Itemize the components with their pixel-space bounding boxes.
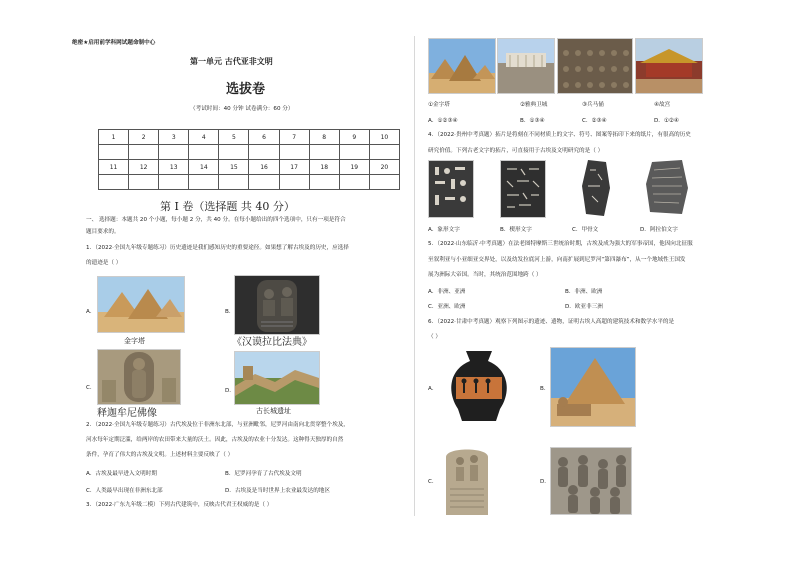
q1-option-c-letter[interactable]: C． <box>86 385 96 391</box>
grid-cell: 7 <box>279 130 309 145</box>
acropolis-image <box>497 38 555 94</box>
answer-cell[interactable] <box>369 145 399 160</box>
q6-option-b-letter[interactable]: B． <box>540 386 550 392</box>
q3-option-b[interactable]: B．①③④ <box>520 118 545 124</box>
answer-cell[interactable] <box>339 175 369 190</box>
greek-vase-image <box>438 347 520 425</box>
column-divider <box>414 36 415 516</box>
q6-stem-1: 6．（2022·甘肃中考真题）观察下列图示的遗迹、遗物，证明古埃人高超的建筑技术和数学水平的是 <box>428 319 675 325</box>
header-note: 绝密★启用前学科网试题命制中心 <box>72 40 156 46</box>
q4-option-d[interactable]: D．阿拉伯文字 <box>640 227 678 233</box>
q5-stem-2: 至叙利亚与小亚细亚交界处，以及幼发拉底河上游，向南扩展到尼罗河“第四瀑布”，从一个地域性王国发 <box>428 257 686 263</box>
q3-item-4: ④故宫 <box>654 102 671 108</box>
pyramids-image <box>428 38 496 94</box>
q5-option-b[interactable]: B．非洲、欧洲 <box>565 289 603 295</box>
q3-item-1: ①金字塔 <box>428 102 450 108</box>
q1-option-a-caption: 金字塔 <box>124 337 145 345</box>
grid-cell: 14 <box>189 160 219 175</box>
grid-cell: 11 <box>99 160 129 175</box>
q6-option-c-letter[interactable]: C． <box>428 479 438 485</box>
grid-cell: 8 <box>309 130 339 145</box>
q2-option-d[interactable]: D．古埃及是当时世界上农业最发达的地区 <box>225 488 330 494</box>
instructions-line-2: 题目要求的。 <box>86 229 120 235</box>
q3-item-2: ②雅典卫城 <box>520 102 548 108</box>
grid-cell: 3 <box>159 130 189 145</box>
q4-stem-2: 研究价值。下列古老文字的拓片，可直接用于古埃及文明研究的是（ ） <box>428 148 604 154</box>
q5-option-d[interactable]: D．欧亚非三洲 <box>565 304 603 310</box>
answer-cell[interactable] <box>189 145 219 160</box>
q5-stem-3: 展为洲际大帝国。当时，其统治范围地跨（ ） <box>428 272 542 278</box>
hammurabi-code-image <box>234 275 320 335</box>
pyramids-image <box>97 276 185 333</box>
q3-stem: 3．（2022·广东九年级二模）下列古代建筑中，反映古代君王权威的是（ ） <box>86 502 273 508</box>
hieroglyph-rubbing-image <box>428 160 474 218</box>
answer-cell[interactable] <box>129 145 159 160</box>
answer-cell[interactable] <box>99 175 129 190</box>
answer-cell[interactable] <box>129 175 159 190</box>
q3-option-d[interactable]: D．①②④ <box>654 118 679 124</box>
q3-option-a[interactable]: A．①②③④ <box>428 118 458 124</box>
q6-option-d-letter[interactable]: D． <box>540 479 550 485</box>
q2-stem-2: 河水每年定期泛滥，给两岸的农田带来大量的沃土。因此，古埃及的农业十分发达。这种得天独厚的自然 <box>86 437 344 443</box>
stele-image <box>440 445 494 515</box>
grid-cell: 1 <box>99 130 129 145</box>
terracotta-army-image <box>550 447 632 515</box>
answer-cell[interactable] <box>309 145 339 160</box>
q3-item-3: ③兵马俑 <box>582 102 604 108</box>
grid-cell: 15 <box>219 160 249 175</box>
q6-option-a-letter[interactable]: A． <box>428 386 438 392</box>
q5-stem-1: 5．（2022·山东临沂·中考真题）在法老图特摩斯三世统治时期，古埃及成为强大的军事帝国，他因向北征服 <box>428 241 693 247</box>
q2-stem-1: 2．（2022·全国九年级专题练习）古代埃及位于非洲东北部，与亚洲毗邻，尼罗河由南向北贯穿整个埃及， <box>86 422 349 428</box>
grid-cell: 19 <box>339 160 369 175</box>
answer-cell[interactable] <box>219 145 249 160</box>
q5-option-a[interactable]: A．非洲、亚洲 <box>428 289 466 295</box>
q4-option-b[interactable]: B．楔形文字 <box>500 227 532 233</box>
answer-cell[interactable] <box>279 145 309 160</box>
grid-cell: 6 <box>249 130 279 145</box>
terracotta-warriors-image <box>557 38 633 94</box>
q3-option-c[interactable]: C．②③④ <box>582 118 607 124</box>
q1-option-d-letter[interactable]: D． <box>225 388 235 394</box>
grid-cell: 10 <box>369 130 399 145</box>
great-wall-image <box>234 351 320 405</box>
paper-title: 选拔卷 <box>226 82 266 97</box>
oracle-bone-image <box>578 158 614 218</box>
q1-option-c-caption: 释迦牟尼佛像 <box>97 408 157 419</box>
grid-cell: 18 <box>309 160 339 175</box>
buddha-statue-image <box>97 349 181 405</box>
q4-option-c[interactable]: C．甲骨文 <box>572 227 599 233</box>
q5-option-c[interactable]: C．亚洲、欧洲 <box>428 304 466 310</box>
answer-cell[interactable] <box>99 145 129 160</box>
q2-option-c[interactable]: C．人类最早出现在非洲东北部 <box>86 488 163 494</box>
q1-stem-1: 1．（2022·全国九年级专题练习）历史遗迹是我们感知历史的重要途径。如果想了解古埃及的历史，应选择 <box>86 245 349 251</box>
answer-grid-number-row <box>99 130 400 145</box>
answer-cell[interactable] <box>249 145 279 160</box>
q1-option-b-letter[interactable]: B． <box>225 309 235 315</box>
q4-option-a[interactable]: A．象形文字 <box>428 227 460 233</box>
forbidden-city-image <box>635 38 703 94</box>
answer-cell[interactable] <box>339 145 369 160</box>
answer-grid-blank-row <box>99 175 400 190</box>
section-title: 第 I 卷（选择题 共 40 分） <box>160 200 295 213</box>
answer-cell[interactable] <box>369 175 399 190</box>
grid-cell: 9 <box>339 130 369 145</box>
answer-cell[interactable] <box>159 175 189 190</box>
q6-stem-2: （ ） <box>428 334 441 340</box>
grid-cell: 17 <box>279 160 309 175</box>
answer-cell[interactable] <box>309 175 339 190</box>
answer-cell[interactable] <box>249 175 279 190</box>
q2-stem-3: 条件，孕育了伟大的古埃及文明。上述材料主要反映了（ ） <box>86 452 234 458</box>
grid-cell: 5 <box>219 130 249 145</box>
answer-grid-blank-row <box>99 145 400 160</box>
q1-option-b-caption: 《汉谟拉比法典》 <box>232 337 312 348</box>
answer-cell[interactable] <box>159 145 189 160</box>
arabic-script-rubbing-image <box>644 158 690 216</box>
q2-option-a[interactable]: A．古埃及最早进入文明时期 <box>86 471 157 477</box>
answer-cell[interactable] <box>189 175 219 190</box>
answer-cell[interactable] <box>279 175 309 190</box>
grid-cell: 2 <box>129 130 159 145</box>
pyramid-sphinx-image <box>550 347 636 427</box>
exam-info: （考试时间：40 分钟 试卷满分：60 分） <box>190 106 294 112</box>
q2-option-b[interactable]: B．尼罗河孕育了古代埃及文明 <box>225 471 302 477</box>
cuneiform-rubbing-image <box>500 160 546 218</box>
q4-stem-1: 4．（2022·贵州中考真题）拓片是将刻在不同材质上的文字、符号、图案等拓印下来的纸片，有很高的历史 <box>428 132 691 138</box>
grid-cell: 4 <box>189 130 219 145</box>
q1-option-a-letter[interactable]: A． <box>86 309 96 315</box>
answer-grid <box>98 129 400 190</box>
answer-cell[interactable] <box>219 175 249 190</box>
grid-cell: 12 <box>129 160 159 175</box>
q1-option-d-caption: 古长城遗址 <box>256 407 291 415</box>
grid-cell: 20 <box>369 160 399 175</box>
q1-stem-2: 的遗迹是（ ） <box>86 260 122 266</box>
answer-grid-number-row <box>99 160 400 175</box>
instructions-line-1: 一、 选择题：本题共 20 个小题，每小题 2 分，共 40 分。在每小题给出的四个选项中，只有一项是符合 <box>86 217 346 223</box>
grid-cell: 13 <box>159 160 189 175</box>
grid-cell: 16 <box>249 160 279 175</box>
unit-title: 第一单元 古代亚非文明 <box>190 57 273 66</box>
